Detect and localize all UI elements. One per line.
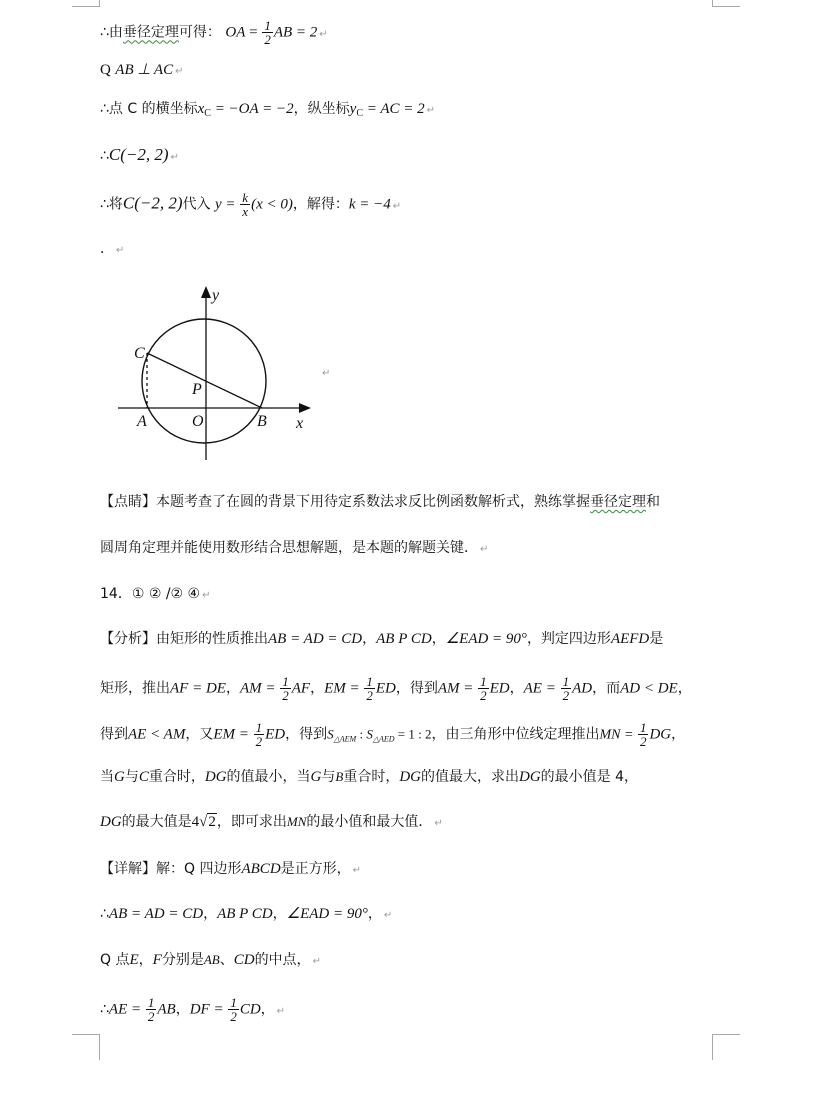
circle-coordinate-figure xyxy=(112,280,322,465)
line-16: ∴AB = AD = CD，AB P CD，∠EAD = 90°， ↵ xyxy=(100,906,393,922)
paragraph-mark-icon: ↵ xyxy=(352,865,362,876)
line-6: ． ↵ xyxy=(100,241,125,257)
corner-mark-bottom-right xyxy=(712,1034,713,1060)
line-17: Q 点E，F分别是AB、CD的中点， ↵ xyxy=(100,952,321,968)
y-axis-arrow xyxy=(201,286,211,298)
paragraph-mark-icon: ↵ xyxy=(175,66,184,77)
line-9: 14．① ② /② ④ ↵ xyxy=(100,586,211,602)
paragraph-mark-icon: ↵ xyxy=(170,152,179,163)
line-3: ∴点 C 的横坐标$x_C = -OA = -2$，纵坐标$y_C$ = AC = 2 ↵ xyxy=(100,101,436,119)
paragraph-mark-icon: ↵ xyxy=(480,544,489,555)
corner-mark-top-left-h xyxy=(72,6,100,7)
line-8: 圆周角定理并能使用数形结合思想解题，是本题的解题关键． ↵ xyxy=(100,540,489,556)
line-5: ∴将C(−2, 2)代入 y = $\frac{k}{x}$ (x < 0)，解得：k = −4 ↵ xyxy=(100,190,402,219)
paragraph-mark-icon: ↵ xyxy=(276,1005,286,1017)
line-1: ∴由垂径定理可得： OA = $\frac{1}{2}$ AB = 2 ↵ xyxy=(100,18,328,47)
label-x: x xyxy=(296,415,304,432)
fraction: $\frac{k}{x}$ xyxy=(242,190,249,219)
corner-mark-bottom-left xyxy=(99,1034,100,1060)
circle xyxy=(142,319,266,443)
line-14: DG的最大值是4√2，即可求出MN的最小值和最大值． ↵ xyxy=(100,814,443,830)
line-15: 【详解】解：Q 四边形ABCD是正方形， ↵ xyxy=(100,861,362,877)
label-p: P xyxy=(192,381,202,398)
line-10: 【分析】由矩形的性质推出AB = AD = CD，AB P CD，∠EAD = 90°，判定四边形AEFD是 xyxy=(100,631,664,647)
line-7: 【点睛】本题考查了在圆的背景下用待定系数法求反比例函数解析式，熟练掌握垂径定理和 xyxy=(100,494,660,510)
paragraph-mark-icon: ↵ xyxy=(116,245,125,256)
corner-mark-bottom-left-h xyxy=(72,1034,100,1035)
paragraph-mark-icon: ↵ xyxy=(312,956,321,967)
label-b: B xyxy=(257,413,267,430)
paragraph-mark-icon: ↵ xyxy=(383,910,393,921)
line-4: ∴C(−2, 2) ↵ xyxy=(100,145,179,164)
label-a: A xyxy=(137,413,147,430)
label-y: y xyxy=(212,287,220,304)
line-12: 得到AE < AM，又EM = $\frac{1}{2}$ ED，得到$S_{\triangle AEM}$ : $S_{\triangle AED} = 1$ : 2，由三角形中位线定理推出MN = $\frac{1}{2}$ DG， xyxy=(100,720,686,749)
sqrt-symbol: √ xyxy=(199,814,208,830)
x-axis-arrow xyxy=(299,403,311,413)
paragraph-mark-icon: ↵ xyxy=(202,590,211,601)
paragraph-mark-icon: ↵ xyxy=(319,28,328,40)
paragraph-mark-icon: ↵ xyxy=(392,200,402,212)
label-o: O xyxy=(192,413,204,430)
paragraph-mark-icon: ↵ xyxy=(434,818,443,829)
corner-mark-bottom-right-h xyxy=(712,1034,740,1035)
label-c: C xyxy=(134,345,145,362)
chord-cb xyxy=(147,353,262,408)
paragraph-mark-icon: ↵ xyxy=(322,368,331,379)
corner-mark-top-right-h xyxy=(712,6,740,7)
fraction: $\frac{1}{2}$ xyxy=(264,18,271,47)
paragraph-mark-icon: ↵ xyxy=(426,105,436,116)
line-13: 当G与C重合时，DG的值最小，当G与B重合时，DG的值最大，求出DG的最小值是 4， xyxy=(100,769,639,785)
line-18: ∴AE = $\frac{1}{2}$ AB，DF = $\frac{1}{2}$ CD， ↵ xyxy=(100,995,286,1024)
line-2: Q AB ⊥ AC ↵ xyxy=(100,62,184,78)
line-11: 矩形，推出AF = DE，AM = $\frac{1}{2}$ AF，EM = $\frac{1}{2}$ ED，得到AM = $\frac{1}{2}$ ED，AE = $\frac{1}{2}$ AD，而AD < DE， xyxy=(100,674,692,703)
